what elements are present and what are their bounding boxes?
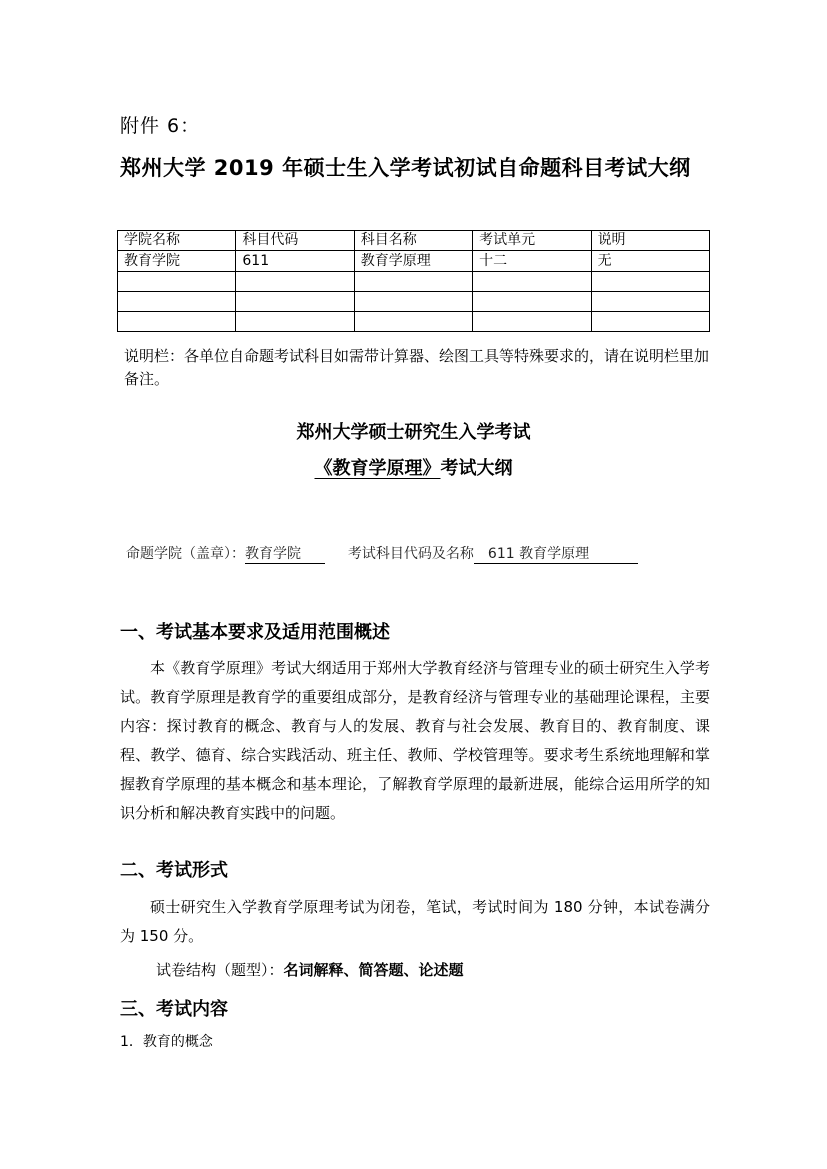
section-paragraph: 本《教育学原理》考试大纲适用于郑州大学教育经济与管理专业的硕士研究生入学考试。教育学原理是教育学的重要组成部分，是教育经济与管理专业的基础理论课程，主要内容：探讨教育的概念、教育与人的发展、教育与社会发展、教育目的、教育制度、课程、教学、德育、综合实践活动、班主任、教师、学校管理等。要求考生系统地理解和掌握教育学原理的基本概念和基本理论，了解教育学原理的最新进展，能综合运用所学的知识分析和解决教育实践中的问题。 <box>120 659 710 822</box>
table-cell <box>354 312 472 332</box>
table-cell <box>473 292 591 312</box>
table-cell <box>591 292 709 312</box>
table-cell: 611 <box>236 251 354 272</box>
table-cell <box>473 272 591 292</box>
outline-title: 郑州大学硕士研究生入学考试 <box>296 422 531 443</box>
college-label: 命题学院（盖章）： <box>126 546 245 562</box>
table-cell: 无 <box>591 251 709 272</box>
table-cell <box>236 292 354 312</box>
table-cell: 十二 <box>473 251 591 272</box>
exam-meta <box>126 543 638 564</box>
subject-value: 611 教育学原理 <box>474 545 638 564</box>
attachment-label: 附件 6： <box>120 115 201 137</box>
table-cell <box>354 272 472 292</box>
subject-info-table <box>117 230 710 332</box>
table-cell <box>118 272 236 292</box>
outline-subtitle <box>0 454 827 480</box>
section-heading-1: 一、考试基本要求及适用范围概述 <box>120 622 390 643</box>
section-heading-3: 三、考试内容 <box>120 999 228 1020</box>
table-cell <box>591 312 709 332</box>
table-row <box>118 251 710 272</box>
structure-label: 试卷结构（题型）： <box>156 961 284 979</box>
section-body-1 <box>120 654 710 828</box>
table-cell <box>354 292 472 312</box>
document-title: 郑州大学 2019 年硕士生入学考试初试自命题科目考试大纲 <box>120 156 691 180</box>
table-row <box>118 312 710 332</box>
table-cell <box>236 312 354 332</box>
table-note: 说明栏：各单位自命题考试科目如需带计算器、绘图工具等特殊要求的，请在说明栏里加备注。 <box>124 347 710 388</box>
section-paragraph: 硕士研究生入学教育学原理考试为闭卷，笔试，考试时间为 180 分钟，本试卷满分为 150 分。 <box>120 898 710 945</box>
header-cell-subject: 科目名称 <box>354 231 472 251</box>
header-cell-note: 说明 <box>591 231 709 251</box>
course-name: 《教育学原理》 <box>314 458 441 479</box>
table-cell <box>473 312 591 332</box>
table-cell <box>236 272 354 292</box>
table-cell <box>118 312 236 332</box>
table-row <box>118 292 710 312</box>
college-value: 教育学院 <box>245 545 325 564</box>
section-heading-2: 二、考试形式 <box>120 860 228 881</box>
content-item: 1．教育的概念 <box>120 1034 213 1050</box>
table-header-row <box>118 231 710 251</box>
header-cell-unit: 考试单元 <box>473 231 591 251</box>
paper-structure <box>156 959 464 980</box>
table-cell: 教育学院 <box>118 251 236 272</box>
table-cell <box>118 292 236 312</box>
structure-value: 名词解释、简答题、论述题 <box>283 961 464 979</box>
table-row <box>118 272 710 292</box>
subject-label: 考试科目代码及名称 <box>347 546 474 562</box>
table-cell: 教育学原理 <box>354 251 472 272</box>
section-body-2 <box>120 893 710 951</box>
header-cell-college: 学院名称 <box>118 231 236 251</box>
table-cell <box>591 272 709 292</box>
outline-label: 考试大纲 <box>440 458 513 479</box>
header-cell-code: 科目代码 <box>236 231 354 251</box>
